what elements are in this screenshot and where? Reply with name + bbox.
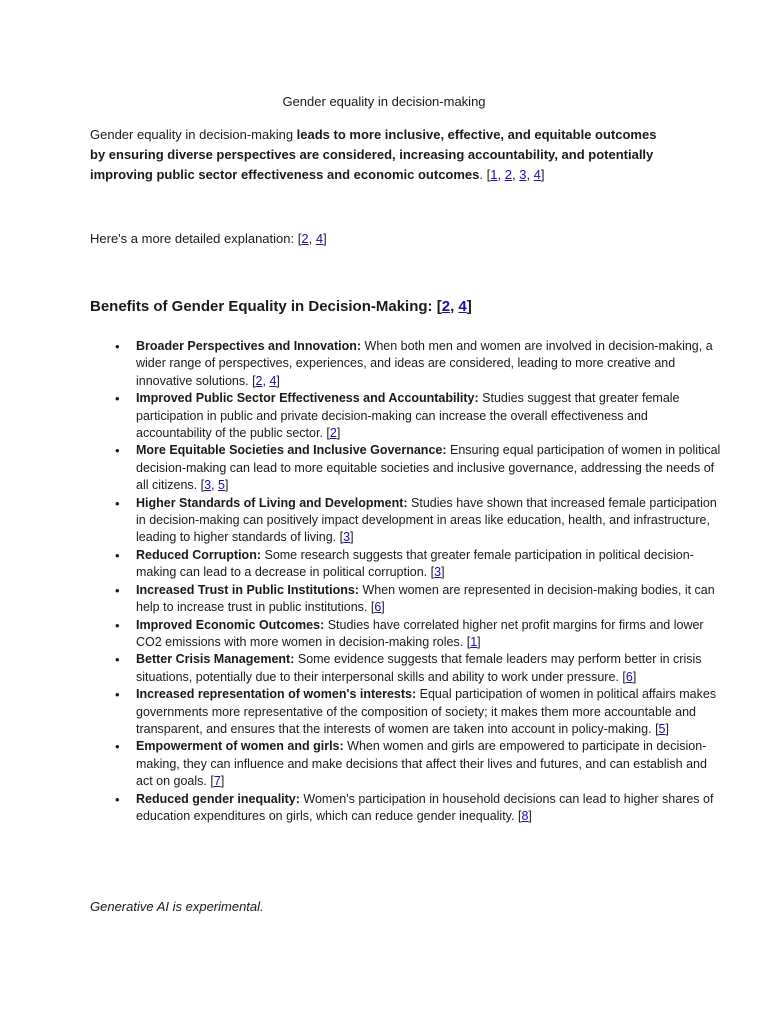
explanation-citations [298, 231, 327, 246]
benefit-citations [340, 530, 354, 544]
benefits-heading [90, 298, 472, 316]
citation-link[interactable]: 5 [218, 478, 225, 493]
benefit-text: Ensuring equal participation of women in political decision-making can lead to more equitable societies and inclusive governance, addressing the needs of all citizens. [136, 443, 721, 493]
list-item [136, 390, 726, 442]
intro-paragraph [90, 125, 670, 185]
list-item [136, 686, 726, 738]
benefit-term: Better Crisis Management: [136, 652, 295, 667]
citation-separator: , [511, 167, 520, 182]
citation-link[interactable]: 4 [458, 298, 467, 315]
benefits-heading-citations [437, 298, 472, 315]
citation-bracket-open: [ [622, 669, 626, 684]
document-title: Gender equality in decision-making [282, 94, 486, 109]
benefit-term: Improved Economic Outcomes: [136, 617, 325, 632]
benefit-text: When both men and women are involved in decision-making, a wider range of perspectives, experiences, and ideas are considered, leading to more creative and innovative solutions. [136, 339, 713, 388]
citation-link[interactable]: 3 [434, 565, 442, 580]
intro-end-text: . [479, 167, 484, 182]
citation-bracket-open: [ [252, 373, 256, 388]
benefit-term: Empowerment of women and girls: [136, 739, 344, 754]
benefit-text: Some research suggests that greater female participation in political decision-making can lead to a decrease in political corruption. [136, 547, 694, 580]
citation-bracket-close: ] [528, 808, 532, 823]
citation-bracket-open: [ [436, 298, 442, 315]
citation-link[interactable]: 3 [204, 478, 212, 493]
citation-bracket-open: [ [655, 721, 659, 736]
benefit-text: When women and girls are empowered to participate in decision-making, they can influence and make decisions that affect their lives and futures, and can establish and act on goals. [136, 739, 707, 789]
benefit-term: Increased Trust in Public Institutions: [136, 582, 359, 597]
citation-separator: , [497, 167, 505, 182]
list-item [136, 442, 726, 494]
citation-bracket-close: ] [632, 669, 637, 684]
citation-link[interactable]: 4 [315, 231, 324, 246]
benefit-citations [467, 635, 481, 649]
citation-link[interactable]: 3 [343, 530, 351, 545]
citation-link[interactable]: 2 [329, 426, 337, 441]
benefit-text: Women's participation in household decisions can lead to higher shares of education expenditures on girls, which can reduce gender inequality. [136, 791, 714, 823]
benefit-term: More Equitable Societies and Inclusive Governance: [136, 443, 447, 458]
citation-link[interactable]: 7 [213, 774, 221, 789]
citation-link[interactable]: 3 [519, 167, 527, 182]
citation-link[interactable]: 5 [658, 721, 666, 736]
benefit-text: Studies suggest that greater female participation in public and private decision-making can increase the overall effectiveness and accountability of the public sector. [136, 391, 680, 441]
benefit-citations [210, 774, 224, 788]
benefit-term: Broader Perspectives and Innovation: [136, 339, 362, 353]
list-item [136, 651, 726, 686]
explanation-line [90, 230, 327, 248]
citation-bracket-close: ] [276, 373, 280, 388]
citation-link[interactable]: 8 [521, 808, 529, 823]
benefit-citations [518, 809, 532, 823]
benefit-citations [655, 722, 669, 736]
citation-bracket-close: ] [441, 565, 445, 580]
list-item [136, 582, 726, 617]
benefit-citations [431, 565, 445, 579]
citation-separator: , [526, 167, 534, 182]
citation-link[interactable]: 4 [269, 373, 277, 388]
citation-bracket-open: [ [326, 426, 330, 441]
benefit-text: Studies have shown that increased female participation in decision-making can positively impact development in areas like education, health, and infrastructure, leading to higher standards of living. [136, 495, 717, 545]
citation-bracket-close: ] [336, 426, 341, 441]
citation-bracket-open: [ [297, 231, 302, 246]
benefit-citations [371, 600, 385, 614]
citation-bracket-close: ] [220, 774, 225, 789]
benefit-term: Higher Standards of Living and Development: [136, 495, 408, 510]
citation-link[interactable]: 6 [374, 600, 382, 615]
benefit-citations [252, 374, 280, 388]
citation-bracket-open: [ [486, 167, 491, 182]
citation-separator: , [211, 478, 219, 493]
benefit-text: Some evidence suggests that female leaders may perform better in crisis situations, potentially due to their interpersonal skills and ability to work under pressure. [136, 652, 702, 684]
citation-bracket-open: [ [466, 634, 471, 649]
citation-separator: , [262, 373, 270, 388]
list-item [136, 495, 726, 547]
citation-link[interactable]: 1 [490, 167, 498, 182]
citation-link[interactable]: 6 [625, 669, 633, 684]
citation-bracket-close: ] [665, 721, 669, 736]
benefit-citations [622, 670, 636, 684]
citation-bracket-open: [ [430, 565, 435, 580]
citation-bracket-close: ] [323, 231, 327, 246]
benefit-term: Improved Public Sector Effectiveness and Accountability: [136, 391, 479, 406]
citation-separator: , [450, 298, 459, 315]
citation-bracket-open: [ [370, 600, 375, 615]
citation-bracket-close: ] [466, 298, 472, 315]
benefit-citations [326, 426, 340, 440]
citation-bracket-open: [ [517, 808, 522, 823]
benefit-citations [201, 478, 229, 492]
list-item [136, 791, 726, 826]
benefit-term: Reduced Corruption: [136, 547, 261, 562]
explanation-text: Here's a more detailed explanation: [90, 231, 295, 246]
citation-link[interactable]: 2 [301, 231, 309, 246]
citation-separator: , [308, 231, 316, 246]
citation-bracket-close: ] [350, 530, 354, 545]
citation-bracket-close: ] [224, 478, 229, 493]
benefits-heading-text: Benefits of Gender Equality in Decision-Making: [90, 298, 433, 315]
benefits-list [90, 338, 726, 825]
list-item [136, 617, 726, 652]
citation-link[interactable]: 2 [441, 298, 451, 315]
benefit-text: When women are represented in decision-making bodies, it can help to increase trust in public institutions. [136, 582, 715, 615]
benefit-text: Studies have correlated higher net profit margins for firms and lower CO2 emissions with more women in decision-making roles. [136, 617, 704, 649]
benefit-term: Reduced gender inequality: [136, 791, 300, 806]
list-item [136, 338, 726, 390]
list-item [136, 547, 726, 582]
citation-bracket-open: [ [200, 478, 205, 493]
citation-link[interactable]: 2 [504, 167, 512, 182]
citation-bracket-open: [ [339, 530, 344, 545]
citation-link[interactable]: 4 [533, 167, 541, 182]
citation-bracket-close: ] [381, 600, 385, 615]
benefit-text: Equal participation of women in political affairs makes governments more representative of the composition of society; it makes them more accountable and transparent, and ensures that the interests of women are taken into account in policy-making. [136, 687, 717, 736]
citation-bracket-open: [ [210, 774, 214, 789]
citation-bracket-close: ] [477, 634, 481, 649]
citation-link[interactable]: 2 [255, 373, 263, 388]
intro-bold-text: leads to more inclusive, effective, and equitable outcomes by ensuring diverse perspectives are considered, increasing accountability, and potentially improving public sector effectiveness and economic outcomes [90, 127, 657, 182]
citation-link[interactable]: 1 [470, 634, 478, 649]
citation-bracket-close: ] [540, 167, 545, 182]
list-item [136, 738, 726, 790]
intro-citations [487, 167, 545, 182]
disclaimer-text: Generative AI is experimental. [90, 899, 264, 914]
intro-plain-text: Gender equality in decision-making [90, 127, 297, 142]
benefit-term: Increased representation of women's interests: [136, 687, 417, 702]
